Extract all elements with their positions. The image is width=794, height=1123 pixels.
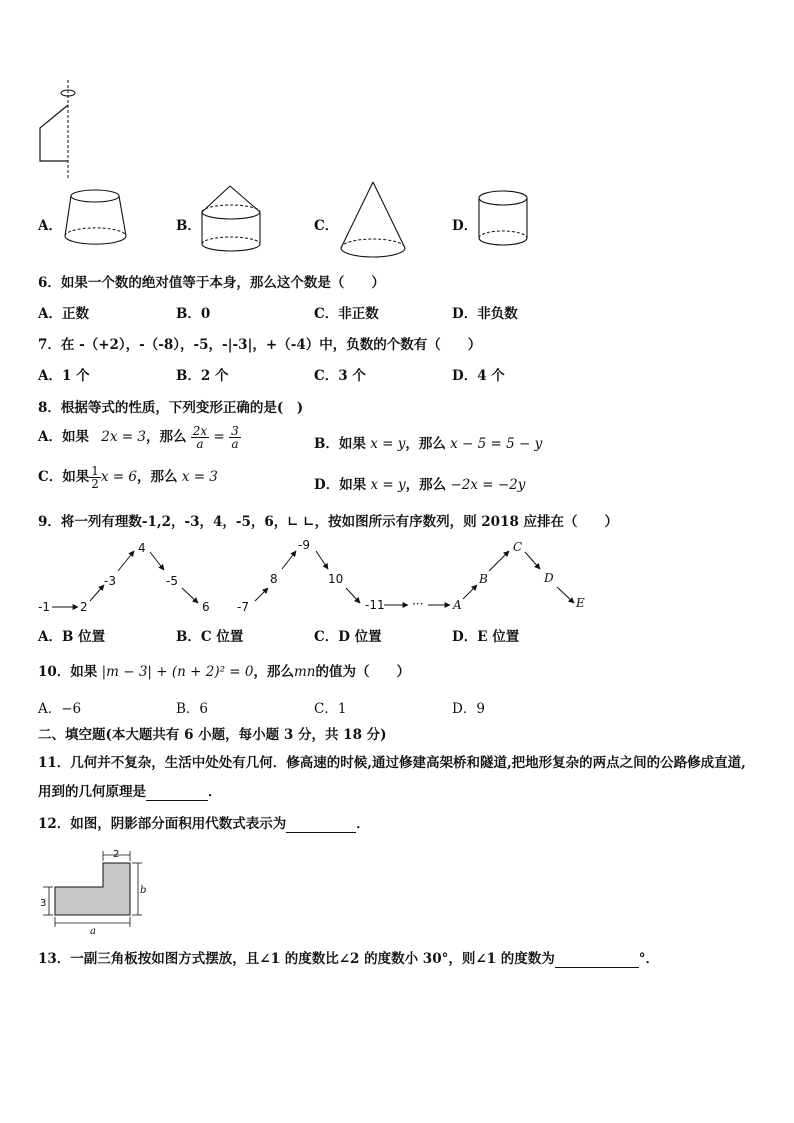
- q8-option-c[interactable]: [38, 465, 218, 490]
- q6-option-d[interactable]: D．非负数: [452, 306, 518, 322]
- seq-n-m11: -11: [365, 598, 385, 612]
- q6-option-a[interactable]: A．正数: [38, 306, 89, 322]
- l-shape-figure: [40, 845, 155, 940]
- seq-c: C: [513, 540, 523, 554]
- q8-b-mid: ，那么: [405, 436, 446, 452]
- q11-line1: 11．几何并不复杂，生活中处处有几何．修高速的时候,通过修建高架桥和隧道,把地形复杂的两点之间的公路修成直道,: [38, 755, 746, 771]
- seq-dots: ···: [412, 597, 424, 611]
- frustum-shape: [62, 188, 132, 253]
- q8-b-condition: x = y: [370, 436, 406, 452]
- q8-a-equals: =: [213, 429, 225, 445]
- seq-b: B: [479, 572, 488, 586]
- q8-c-fraction: $\frac{1}{2}$: [91, 464, 99, 491]
- q8-c-condition: x = 6: [100, 469, 137, 485]
- q8-option-b[interactable]: [314, 432, 542, 452]
- q8-a-condition: 2x = 3: [101, 429, 146, 445]
- q11-suffix: ．: [208, 784, 222, 800]
- q8-b-prefix: B．如果: [314, 436, 366, 452]
- section-heading: 二、填空题(本大题共有 6 小题，每小题 3 分，共 18 分): [38, 727, 387, 743]
- cone-shape: [338, 180, 408, 262]
- q8-a-prefix: A．如果: [38, 429, 89, 445]
- q5-option-c-letter: C．: [314, 218, 339, 234]
- q10-expression: |m − 3| + (n + 2)² = 0: [101, 664, 254, 680]
- q8-d-condition: x = y: [370, 477, 406, 493]
- q13-answer-blank[interactable]: [555, 951, 639, 968]
- q7-option-b[interactable]: B．2 个: [176, 368, 229, 384]
- seq-a: A: [453, 598, 462, 612]
- trapezoid-outline: [40, 105, 68, 161]
- q9-option-a[interactable]: A．B 位置: [38, 629, 106, 645]
- q10-option-c[interactable]: C．1: [314, 701, 347, 717]
- q8-d-mid: ，那么: [405, 477, 447, 493]
- seq-n-m9: -9: [298, 538, 310, 552]
- q10-suffix: 的值为（ ）: [315, 664, 410, 680]
- q9-option-d[interactable]: D．E 位置: [452, 629, 520, 645]
- q12-stem: [38, 812, 370, 833]
- dim-right: b: [140, 885, 147, 896]
- q8-a-fraction-1: $\frac{2x}{a}$: [192, 424, 208, 451]
- q8-d-prefix: D．如果: [314, 477, 367, 493]
- q8-c-mid: ，那么: [137, 469, 178, 485]
- seq-n-6: 6: [202, 600, 210, 614]
- cone-cylinder-shape: [198, 184, 268, 256]
- q13-stem: [38, 947, 659, 968]
- q8-a-mid: ，那么: [145, 429, 187, 445]
- seq-n-m3: -3: [104, 574, 116, 588]
- q7-stem: 7．在 -（+2），-（-8），-5，-|-3|，+（-4）中，负数的个数有（ ）: [38, 337, 482, 353]
- seq-n-10: 10: [328, 572, 344, 586]
- q8-stem: 8．根据等式的性质，下列变形正确的是( ): [38, 400, 304, 416]
- dim-bottom: a: [90, 926, 96, 937]
- q5-option-b-letter: B．: [176, 218, 201, 234]
- shaded-area: [55, 863, 130, 915]
- q12-prefix: 12．如图，阴影部分面积用代数式表示为: [38, 816, 287, 832]
- seq-e: E: [576, 596, 585, 610]
- q7-option-d[interactable]: D．4 个: [452, 368, 505, 384]
- seq-n-m5: -5: [166, 574, 178, 588]
- q7-option-c[interactable]: C．3 个: [314, 368, 366, 384]
- q10-option-a[interactable]: A．−6: [38, 701, 82, 717]
- seq-d: D: [544, 571, 554, 585]
- q6-stem: 6．如果一个数的绝对值等于本身，那么这个数是（ ）: [38, 275, 385, 291]
- q10-var: mn: [293, 664, 316, 680]
- q12-answer-blank[interactable]: [286, 816, 356, 833]
- q11-answer-blank[interactable]: [146, 784, 208, 801]
- seq-n-8: 8: [270, 572, 278, 586]
- seq-n-2: 2: [80, 600, 88, 614]
- q9-stem: 9．将一列有理数-1,2，-3，4，-5，6，∟ ∟，按如图所示有序数列，则 2018 应排在（ ）: [38, 514, 619, 530]
- q7-option-a[interactable]: A．1 个: [38, 368, 90, 384]
- q13-suffix: °．: [638, 951, 659, 967]
- q8-option-d[interactable]: [314, 473, 525, 493]
- cylinder-shape: [476, 188, 536, 256]
- q8-c-prefix: C．如果: [38, 469, 90, 485]
- q9-option-c[interactable]: C．D 位置: [314, 629, 382, 645]
- q10-option-d[interactable]: D．9: [452, 701, 485, 717]
- q5-option-d-letter: D．: [452, 218, 478, 234]
- q12-suffix: ．: [356, 816, 370, 832]
- seq-n-m1: -1: [38, 600, 50, 614]
- q8-d-result: −2x = −2y: [450, 477, 526, 493]
- q10-stem: [38, 660, 410, 680]
- q6-option-c[interactable]: C．非正数: [314, 306, 379, 322]
- q10-option-b[interactable]: B．6: [176, 701, 209, 717]
- dim-left: 3: [40, 898, 47, 909]
- q6-option-b[interactable]: B．0: [176, 306, 211, 322]
- q8-a-fraction-2: $\frac{3}{a}$: [231, 424, 239, 451]
- q13-prefix: 13．一副三角板按如图方式摆放，且∠1 的度数比∠2 的度数小 30°，则∠1 的度数为: [38, 951, 555, 967]
- sequence-diagram: [30, 535, 600, 620]
- q5-option-a-letter: A．: [38, 218, 62, 234]
- seq-n-m7: -7: [237, 600, 249, 614]
- q11-line2: [38, 780, 222, 801]
- q10-mid: ，那么: [253, 664, 294, 680]
- q8-c-result: x = 3: [181, 469, 218, 485]
- q8-option-a[interactable]: [38, 425, 241, 450]
- rotation-figure: [30, 78, 90, 183]
- seq-n-4: 4: [138, 541, 146, 555]
- q11-prefix: 用到的几何原理是: [38, 784, 146, 800]
- q10-prefix: 10．如果: [38, 664, 98, 680]
- q8-b-result: x − 5 = 5 − y: [450, 436, 543, 452]
- q9-option-b[interactable]: B．C 位置: [176, 629, 244, 645]
- dim-top: 2: [113, 849, 120, 860]
